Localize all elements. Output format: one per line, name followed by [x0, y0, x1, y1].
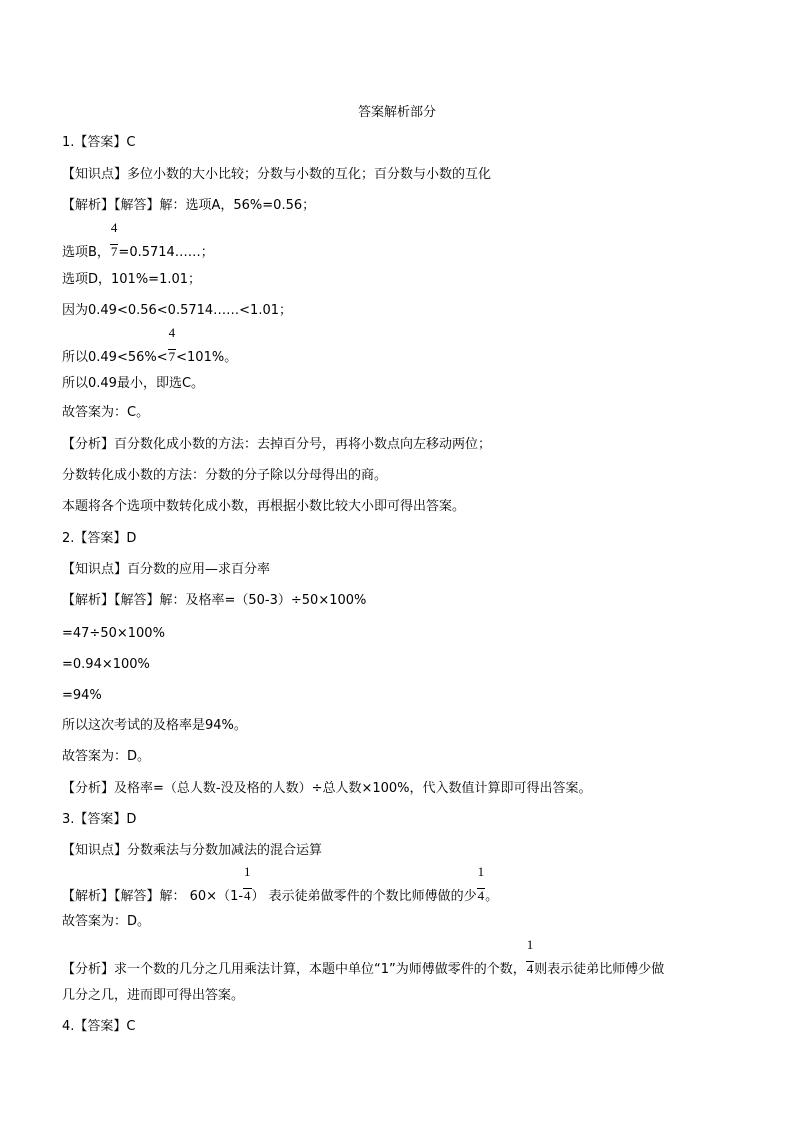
fraction — [243, 864, 252, 904]
fraction — [526, 937, 535, 977]
q1-solve-5 — [62, 325, 238, 366]
text: <101%。 — [176, 350, 238, 365]
fraction — [168, 325, 177, 365]
fraction-numerator: 1 — [526, 937, 534, 952]
fraction-denominator: 7 — [110, 244, 118, 259]
fraction-denominator: 7 — [168, 349, 176, 364]
fraction-numerator: 1 — [244, 864, 251, 879]
q2-solve-4: =94% — [62, 688, 102, 703]
q1-analysis-2: 分数转化成小数的方法：分数的分子除以分母得出的商。 — [62, 468, 388, 483]
q3-knowledge: 【知识点】分数乘法与分数加减法的混合运算 — [62, 843, 323, 858]
q2-knowledge: 【知识点】百分数的应用—求百分率 — [62, 562, 271, 577]
q1-solve-4: 因为0.49<0.56<0.5714……<1.01； — [62, 303, 293, 318]
q1-analysis-1: 【分析】百分数化成小数的方法：去掉百分号，再将小数点向左移动两位； — [62, 437, 492, 452]
q3-solve — [62, 864, 499, 905]
fraction — [477, 864, 486, 904]
q2-analysis: 【分析】及格率=（总人数-没及格的人数）÷总人数×100%，代入数值计算即可得出答案。 — [62, 781, 592, 796]
fraction-denominator: 4 — [477, 888, 485, 903]
fraction-denominator: 4 — [244, 888, 251, 903]
fraction-numerator: 1 — [477, 864, 485, 879]
q2-final: 故答案为：D。 — [62, 749, 151, 764]
q1-analysis-3: 本题将各个选项中数转化成小数，再根据小数比较大小即可得出答案。 — [62, 499, 466, 514]
text: 【分析】求一个数的几分之几用乘法计算，本题中单位“1”为师傅做零件的个数， — [62, 962, 526, 977]
q3-analysis-2: 几分之几，进而即可得出答案。 — [62, 988, 245, 1003]
text: 【解析】【解答】解： 60×（1- — [62, 889, 244, 904]
q1-answer: 1.【答案】C — [62, 135, 136, 150]
text: ） 表示徒弟做零件的个数比师傅做的少 — [251, 889, 477, 904]
q1-solve-2 — [62, 220, 214, 261]
q2-solve-2: =47÷50×100% — [62, 626, 165, 641]
q1-solve-6: 所以0.49最小，即选C。 — [62, 376, 205, 391]
q3-answer: 3.【答案】D — [62, 812, 137, 827]
q3-analysis-1 — [62, 937, 665, 978]
fraction-numerator: 4 — [110, 220, 118, 235]
q4-answer: 4.【答案】C — [62, 1019, 136, 1034]
text: 所以0.49<56%< — [62, 350, 168, 365]
fraction-denominator: 4 — [526, 961, 534, 976]
q1-solve-1: 【解析】【解答】解：选项A，56%=0.56； — [62, 198, 316, 213]
q2-solve-1: 【解析】【解答】解：及格率=（50-3）÷50×100% — [62, 593, 367, 608]
text: 。 — [485, 889, 499, 904]
text: 则表示徒弟比师傅少做 — [534, 962, 665, 977]
page-title: 答案解析部分 — [357, 105, 436, 120]
q3-final: 故答案为：D。 — [62, 914, 151, 929]
q1-final: 故答案为：C。 — [62, 405, 150, 420]
fraction — [110, 220, 119, 260]
text: 选项B， — [62, 245, 110, 260]
fraction-numerator: 4 — [168, 325, 176, 340]
q2-solve-3: =0.94×100% — [62, 657, 150, 672]
q1-knowledge: 【知识点】多位小数的大小比较；分数与小数的互化；百分数与小数的互化 — [62, 167, 492, 182]
q1-solve-3: 选项D，101%=1.01； — [62, 272, 202, 287]
text: =0.5714……； — [118, 245, 214, 260]
q2-answer: 2.【答案】D — [62, 531, 137, 546]
q2-solve-5: 所以这次考试的及格率是94%。 — [62, 718, 247, 733]
